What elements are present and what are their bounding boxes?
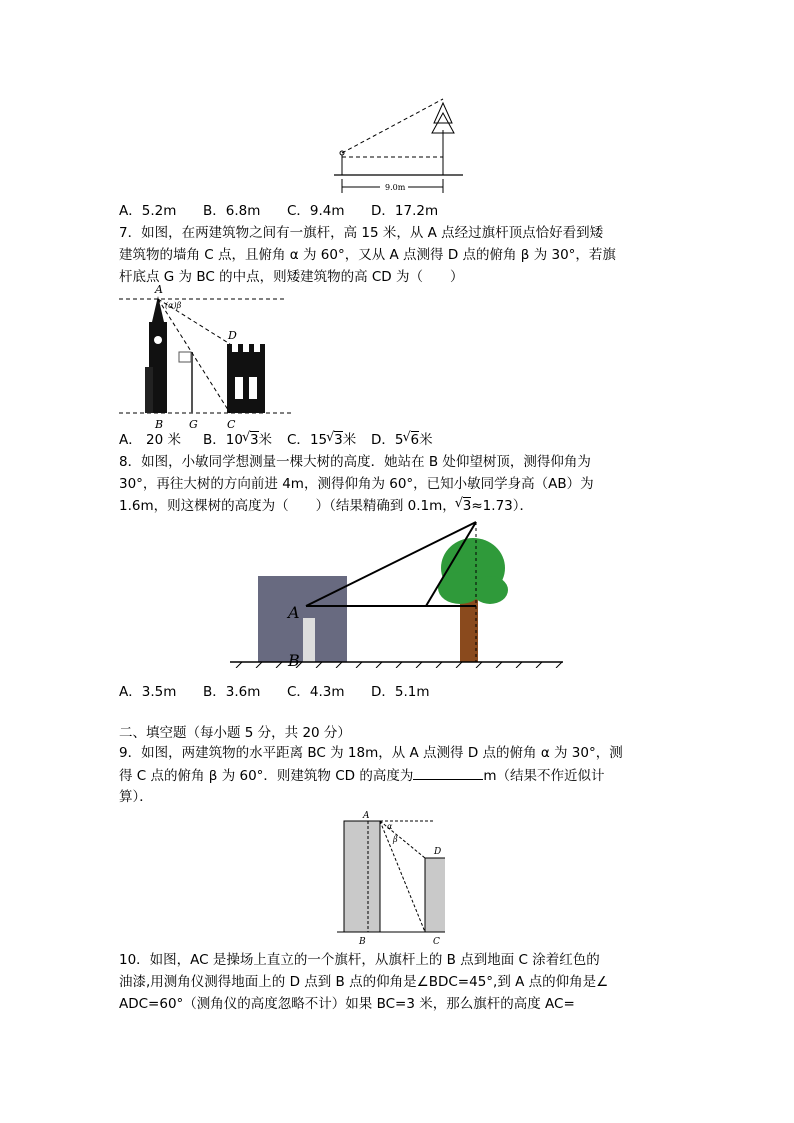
q9-label-b: B bbox=[359, 937, 366, 947]
q6-figure bbox=[330, 95, 465, 200]
q9-label-a: A bbox=[363, 811, 370, 821]
q8-label-b: B bbox=[288, 651, 300, 668]
q6-option-d: D．17.2m bbox=[371, 203, 439, 219]
q7-label-angle: (α)β bbox=[165, 301, 182, 310]
q8-options bbox=[119, 682, 430, 702]
q8-option-b: B．3.6m bbox=[203, 684, 261, 700]
q7-option-d: D．5√ 6米 bbox=[371, 430, 433, 450]
q8-label-a: A bbox=[288, 603, 300, 622]
q7-label-d: D bbox=[228, 329, 237, 342]
q7-line-2: 建筑物的墙角 C 点，且俯角 α 为 60°，又从 A 点测得 D 点的俯角 β 为 30°，若旗 bbox=[119, 247, 616, 263]
q6-dim-label: 9.0m bbox=[385, 183, 406, 192]
q7-option-a: A． 20 米 bbox=[119, 432, 181, 448]
q8-line-2: 30°，再往大树的方向前进 4m，测得仰角为 60°，已知小敏同学身高（AB）为 bbox=[119, 476, 594, 492]
q7-label-b: B bbox=[155, 418, 164, 431]
q8-option-d: D．5.1m bbox=[371, 684, 430, 700]
q7-label-a: A bbox=[155, 283, 163, 296]
q6-option-b: B．6.8m bbox=[203, 203, 261, 219]
q9-label-c: C bbox=[433, 937, 440, 947]
q6-options bbox=[119, 201, 438, 221]
q9-line-2: 得 C 点的俯角 β 为 60°．则建筑物 CD 的高度为 m（结果不作近似计 bbox=[119, 765, 605, 786]
q9-line-1: 9．如图，两建筑物的水平距离 BC 为 18m，从 A 点测得 D 点的俯角 α 为 30°，测 bbox=[119, 745, 623, 761]
q6-option-c: C．9.4m bbox=[287, 203, 345, 219]
q8-figure bbox=[228, 518, 568, 668]
q9-label-d: D bbox=[434, 847, 442, 857]
q9-figure bbox=[335, 808, 445, 948]
q10-line-3: ADC=60°（测角仪的高度忽略不计）如果 BC=3 米，那么旗杆的高度 AC= bbox=[119, 996, 575, 1012]
q8-option-a: A．3.5m bbox=[119, 684, 177, 700]
q9-answer-blank[interactable] bbox=[413, 765, 483, 780]
section-2-title: 二、填空题（每小题 5 分，共 20 分） bbox=[119, 725, 351, 741]
q7-line-1: 7．如图，在两建筑物之间有一旗杆，高 15 米，从 A 点经过旗杆顶点恰好看到矮 bbox=[119, 225, 604, 241]
q8-line-1: 8．如图，小敏同学想测量一棵大树的高度．她站在 B 处仰望树顶，测得仰角为 bbox=[119, 454, 591, 470]
q8-option-c: C．4.3m bbox=[287, 684, 345, 700]
q7-option-b: B．10√ 3米 bbox=[203, 430, 287, 450]
q9-label-beta: β bbox=[393, 835, 398, 844]
q9-label-alpha: α bbox=[387, 822, 393, 831]
q7-option-c: C．15√ 3米 bbox=[287, 430, 371, 450]
q10-line-2: 油漆,用测角仪测得地面上的 D 点到 B 点的仰角是∠BDC=45°,到 A 点的仰角是∠ bbox=[119, 974, 609, 990]
q8-line-3: 1.6m，则这棵树的高度为（ ）（结果精确到 0.1m，√ 3≈1.73）． bbox=[119, 496, 533, 516]
q7-figure bbox=[117, 282, 292, 432]
q10-line-1: 10．如图，AC 是操场上直立的一个旗杆，从旗杆上的 B 点到地面 C 涂着红色的 bbox=[119, 952, 600, 968]
q7-label-c: C bbox=[227, 418, 236, 431]
q7-line-3: 杆底点 G 为 BC 的中点，则矮建筑物的高 CD 为（ ） bbox=[119, 269, 464, 285]
q7-options bbox=[119, 430, 433, 450]
q6-option-a: A．5.2m bbox=[119, 203, 177, 219]
q7-label-g: G bbox=[189, 418, 198, 431]
q9-line-3: 算）． bbox=[119, 789, 153, 805]
